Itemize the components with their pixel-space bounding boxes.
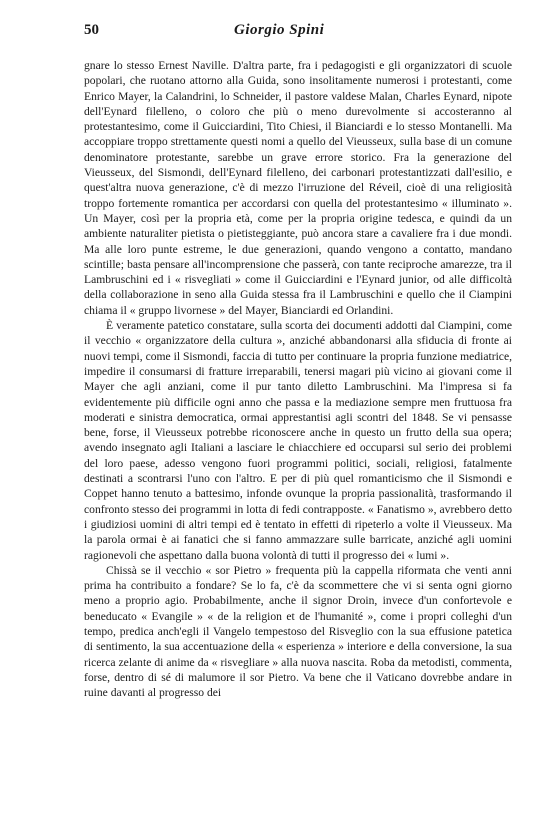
paragraph: È veramente patetico constatare, sulla scorta dei documenti addotti dal Ciampini, come il vecchio « organizzatore della cultura », anziché abbandonarsi alla sfiducia di fronte ai nuovi tempi, come il Sismondi, faccia di tutto per continuare la propria funzione mediatrice, impedire il consumarsi di fratture irreparabili, tenersi magari più vicino ai giovani come il Mayer che agli anziani, come il pur tanto diletto Lambruschini. Ma l'impresa si fa evidentemente più difficile ogni anno che passa e la mediazione sempre men fruttuosa fra moderati e sinistra democratica, ormai apprestantisi agli scontri del 1848. Se vi pensasse bene, forse, il Vieusseux potrebbe riconoscere anche in questo un frutto della sua opera; avendo insegnato agli Italiani a lasciare le chiacchiere ed occuparsi sul serio dei problemi del loro paese, adesso vengono fuori programmi politici, sociali, religiosi, fatalmente destinati a scontrarsi l'uno con l'altro. E per di più quel romanticismo che il Sismondi e Coppet hanno tenuto a battesimo, infonde ovunque la propria passionalità, trasformando il confronto stesso dei programmi in lotta di fedi contrapposte. « Fanatismo », avrebbero detto i giudiziosi uomini di altri tempi ed è tentato in effetti di ripeterlo a volte il Vieusseux. Ma la parola ormai è ai fanatici che si fanno ammazzare sulle barricate, anziché agli uomini ragionevoli che aspettano dalla buona volontà di tutti il progresso dei « lumi ». xyxy=(84,319,512,562)
page-number: 50 xyxy=(84,22,99,38)
body-text xyxy=(84,58,512,700)
paragraph: Chissà se il vecchio « sor Pietro » frequenta più la cappella riformata che venti anni prima ha contribuito a fondare? Se lo fa, c'è da scommettere che vi si senta ogni giorno meno a proprio agio. Probabilmente, anche il signor Droin, invece d'un confortevole e beneducato « Evangile » « de la religion et de l'humanité », come i propri colleghi d'un tempo, predica anch'egli il Vangelo tempestoso del Risveglio con la sua effusione patetica di sentimento, la sua accentuazione della « esperienza » interiore e della conversione, la sua ricerca zelante di anime da « risvegliare » alla nuova nascita. Roba da metodisti, commenta, forse, dentro di sé di malumore il sor Pietro. Va bene che il Vaticano dovrebbe andare in ruine davanti al progresso dei xyxy=(84,563,512,700)
page-header xyxy=(84,22,512,50)
running-head: Giorgio Spini xyxy=(234,22,325,38)
paragraph: gnare lo stesso Ernest Naville. D'altra parte, fra i pedagogisti e gli organizzatori di scuole popolari, che ruotano attorno alla Guida, sono insolitamente numerosi i protestanti, come Enrico Mayer, la Calandrini, lo Schneider, il pastore valdese Malan, Charles Eynard, nipote dell'Eynard filelleno, o coloro che più o meno durevolmente si accosteranno al protestantesimo, come il Guicciardini, Tito Chiesi, il Bianciardi e lo stesso Montanelli. Ma accoppiare troppo strettamente questi nomi a quello del Vieusseux, sulla base di un comune denominatore protestante, sarebbe un grave errore storico. Fra la generazione del Vieusseux, del Sismondi, dell'Eynard filelleno, dei carbonari protestantizzati dall'esilio, e quest'altra nuova generazione, c'è di mezzo l'irruzione del Réveil, cioè di una religiosità troppo fortemente romantica per accordarsi con quella del protestantesimo « illuminato ». Un Mayer, così per la propria età, come per la propria origine tedesca, e quindi da un ambiente naturaliter pietista o pietisteggiante, può ancora stare a cavaliere fra i due mondi. Ma alle loro punte estreme, le due generazioni, quando vengono a contatto, mandano scintille; basta pensare all'incomprensione che passerà, con tante reciproche amarezze, tra il Lambruschini ed i « risvegliati » come il Guicciardini e l'Eynard junior, od alle difficoltà della collaborazione in seno alla Guida stessa fra il Lambruschini e quello che il Ciampini chiama il « gruppo livornese » del Mayer, Bianciardi ed Orlandini. xyxy=(84,59,512,317)
